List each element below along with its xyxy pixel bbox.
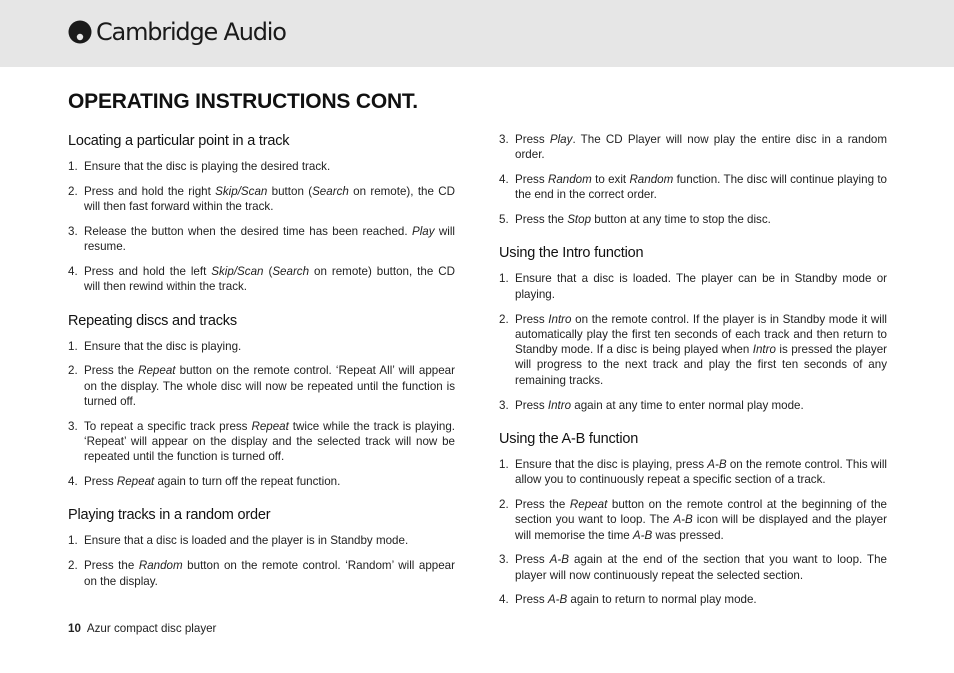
step-text: Press Random to exit Random function. The disc will continue playing to the end in the correct order.	[515, 173, 888, 202]
step-number: 1.	[499, 272, 509, 286]
section-repeating	[68, 312, 455, 490]
list-item	[68, 224, 455, 255]
step-text: Ensure that the disc is playing.	[84, 339, 242, 353]
steps-list	[68, 159, 455, 295]
brand-logo	[68, 20, 286, 44]
step-text: Ensure that a disc is loaded. The player can be in Standby mode or playing.	[515, 272, 887, 301]
step-number: 4.	[499, 593, 509, 607]
step-number: 2.	[499, 312, 509, 326]
section-heading: Playing tracks in a random order	[68, 507, 271, 524]
step-number: 5.	[499, 213, 509, 227]
step-number: 4.	[68, 264, 78, 278]
left-column	[68, 132, 455, 606]
step-text: Press and hold the right Skip/Scan button (Search on remote), the CD will then fast forward within the track.	[84, 184, 455, 214]
section-heading: Repeating discs and tracks	[68, 312, 237, 329]
step-number: 2.	[68, 184, 78, 198]
step-number: 1.	[499, 457, 509, 471]
steps-list	[68, 533, 455, 588]
cambridge-audio-logo-icon	[68, 20, 92, 44]
steps-list	[68, 339, 455, 490]
step-number: 1.	[68, 339, 78, 353]
list-item	[499, 497, 887, 543]
step-text: Press the Repeat button on the remote control at the beginning of the section you want to loop. The A-B icon will be displayed and the player will memorise the time A-B was pressed.	[515, 497, 887, 542]
step-text: Ensure that the disc is playing, press A-B on the remote control. This will allow you to continuously repeat a specific section of a track.	[515, 457, 887, 487]
step-number: 3.	[68, 419, 78, 433]
steps-list	[499, 457, 887, 608]
list-item	[68, 159, 455, 174]
section-heading: Locating a particular point in a track	[68, 133, 290, 149]
steps-list	[499, 132, 887, 227]
list-item	[499, 212, 887, 227]
product-name: Azur compact disc player	[86, 622, 217, 635]
list-item	[499, 172, 887, 203]
list-item	[499, 592, 887, 607]
step-text: Press A-B again at the end of the section that you want to loop. The player will now continuously repeat the selected section.	[515, 553, 887, 582]
step-text: Press the Repeat button on the remote control. ‘Repeat All’ will appear on the display. The whole disc will now be repeated until the function is turned off.	[84, 364, 455, 408]
step-text: Press the Random button on the remote control. ‘Random’ will appear on the display.	[84, 559, 455, 588]
list-item	[499, 312, 887, 388]
header-band	[0, 0, 954, 67]
step-number: 1.	[68, 534, 78, 548]
step-text: Ensure that the disc is playing the desired track.	[84, 160, 331, 173]
logo-text: Cambridge Audio	[96, 18, 286, 46]
step-text: Release the button when the desired time has been reached. Play will resume.	[84, 224, 456, 254]
step-text: To repeat a specific track press Repeat twice while the track is playing. ‘Repeat’ will appear on the display and the selected track will now be repeated until the function is turned off.	[84, 419, 455, 464]
step-number: 1.	[68, 160, 78, 173]
list-item	[68, 184, 455, 215]
list-item	[68, 363, 455, 409]
list-item	[68, 474, 455, 489]
section-random-order	[68, 506, 455, 588]
list-item	[68, 339, 455, 354]
list-item	[499, 132, 887, 163]
step-number: 4.	[499, 173, 509, 187]
step-text: Ensure that a disc is loaded and the player is in Standby mode.	[84, 534, 409, 548]
list-item	[68, 264, 455, 295]
list-item	[499, 457, 887, 488]
list-item	[499, 271, 887, 302]
step-text: Press A-B again to return to normal play mode.	[515, 593, 757, 607]
step-text: Press Play. The CD Player will now play the entire disc in a random order.	[515, 133, 888, 162]
right-column	[499, 132, 887, 625]
page-number: 10	[68, 622, 81, 635]
list-item	[68, 419, 455, 465]
step-text: Press Intro on the remote control. If the player is in Standby mode it will automatically play the first ten seconds of each track and then return to Standby mode. If a disc is being played when Intro is pressed the player will progress to the next track and play the first ten seconds of any remaining tracks.	[515, 312, 888, 387]
step-text: Press Repeat again to turn off the repeat function.	[84, 475, 341, 489]
list-item	[68, 533, 455, 548]
step-text: Press and hold the left Skip/Scan (Search on remote) button, the CD will then rewind within the track.	[84, 264, 455, 294]
section-intro-function	[499, 244, 887, 412]
section-heading: Using the A-B function	[499, 430, 639, 447]
step-number: 3.	[499, 553, 509, 567]
step-number: 3.	[499, 133, 509, 146]
section-random-order-continued	[499, 132, 887, 227]
list-item	[68, 558, 455, 589]
step-number: 2.	[68, 559, 78, 573]
page-footer	[68, 622, 216, 635]
section-locating-point	[68, 132, 455, 295]
list-item	[499, 552, 887, 583]
step-number: 2.	[68, 364, 78, 378]
section-heading: Using the Intro function	[499, 245, 644, 262]
step-text: Press the Stop button at any time to stop the disc.	[515, 213, 771, 227]
step-number: 3.	[68, 224, 78, 238]
step-text: Press Intro again at any time to enter normal play mode.	[515, 398, 804, 412]
section-ab-function	[499, 430, 887, 608]
list-item	[499, 398, 887, 413]
step-number: 2.	[499, 497, 509, 511]
step-number: 4.	[68, 475, 78, 489]
step-number: 3.	[499, 398, 509, 412]
steps-list	[499, 271, 887, 412]
page-title: OPERATING INSTRUCTIONS CONT.	[68, 90, 418, 113]
